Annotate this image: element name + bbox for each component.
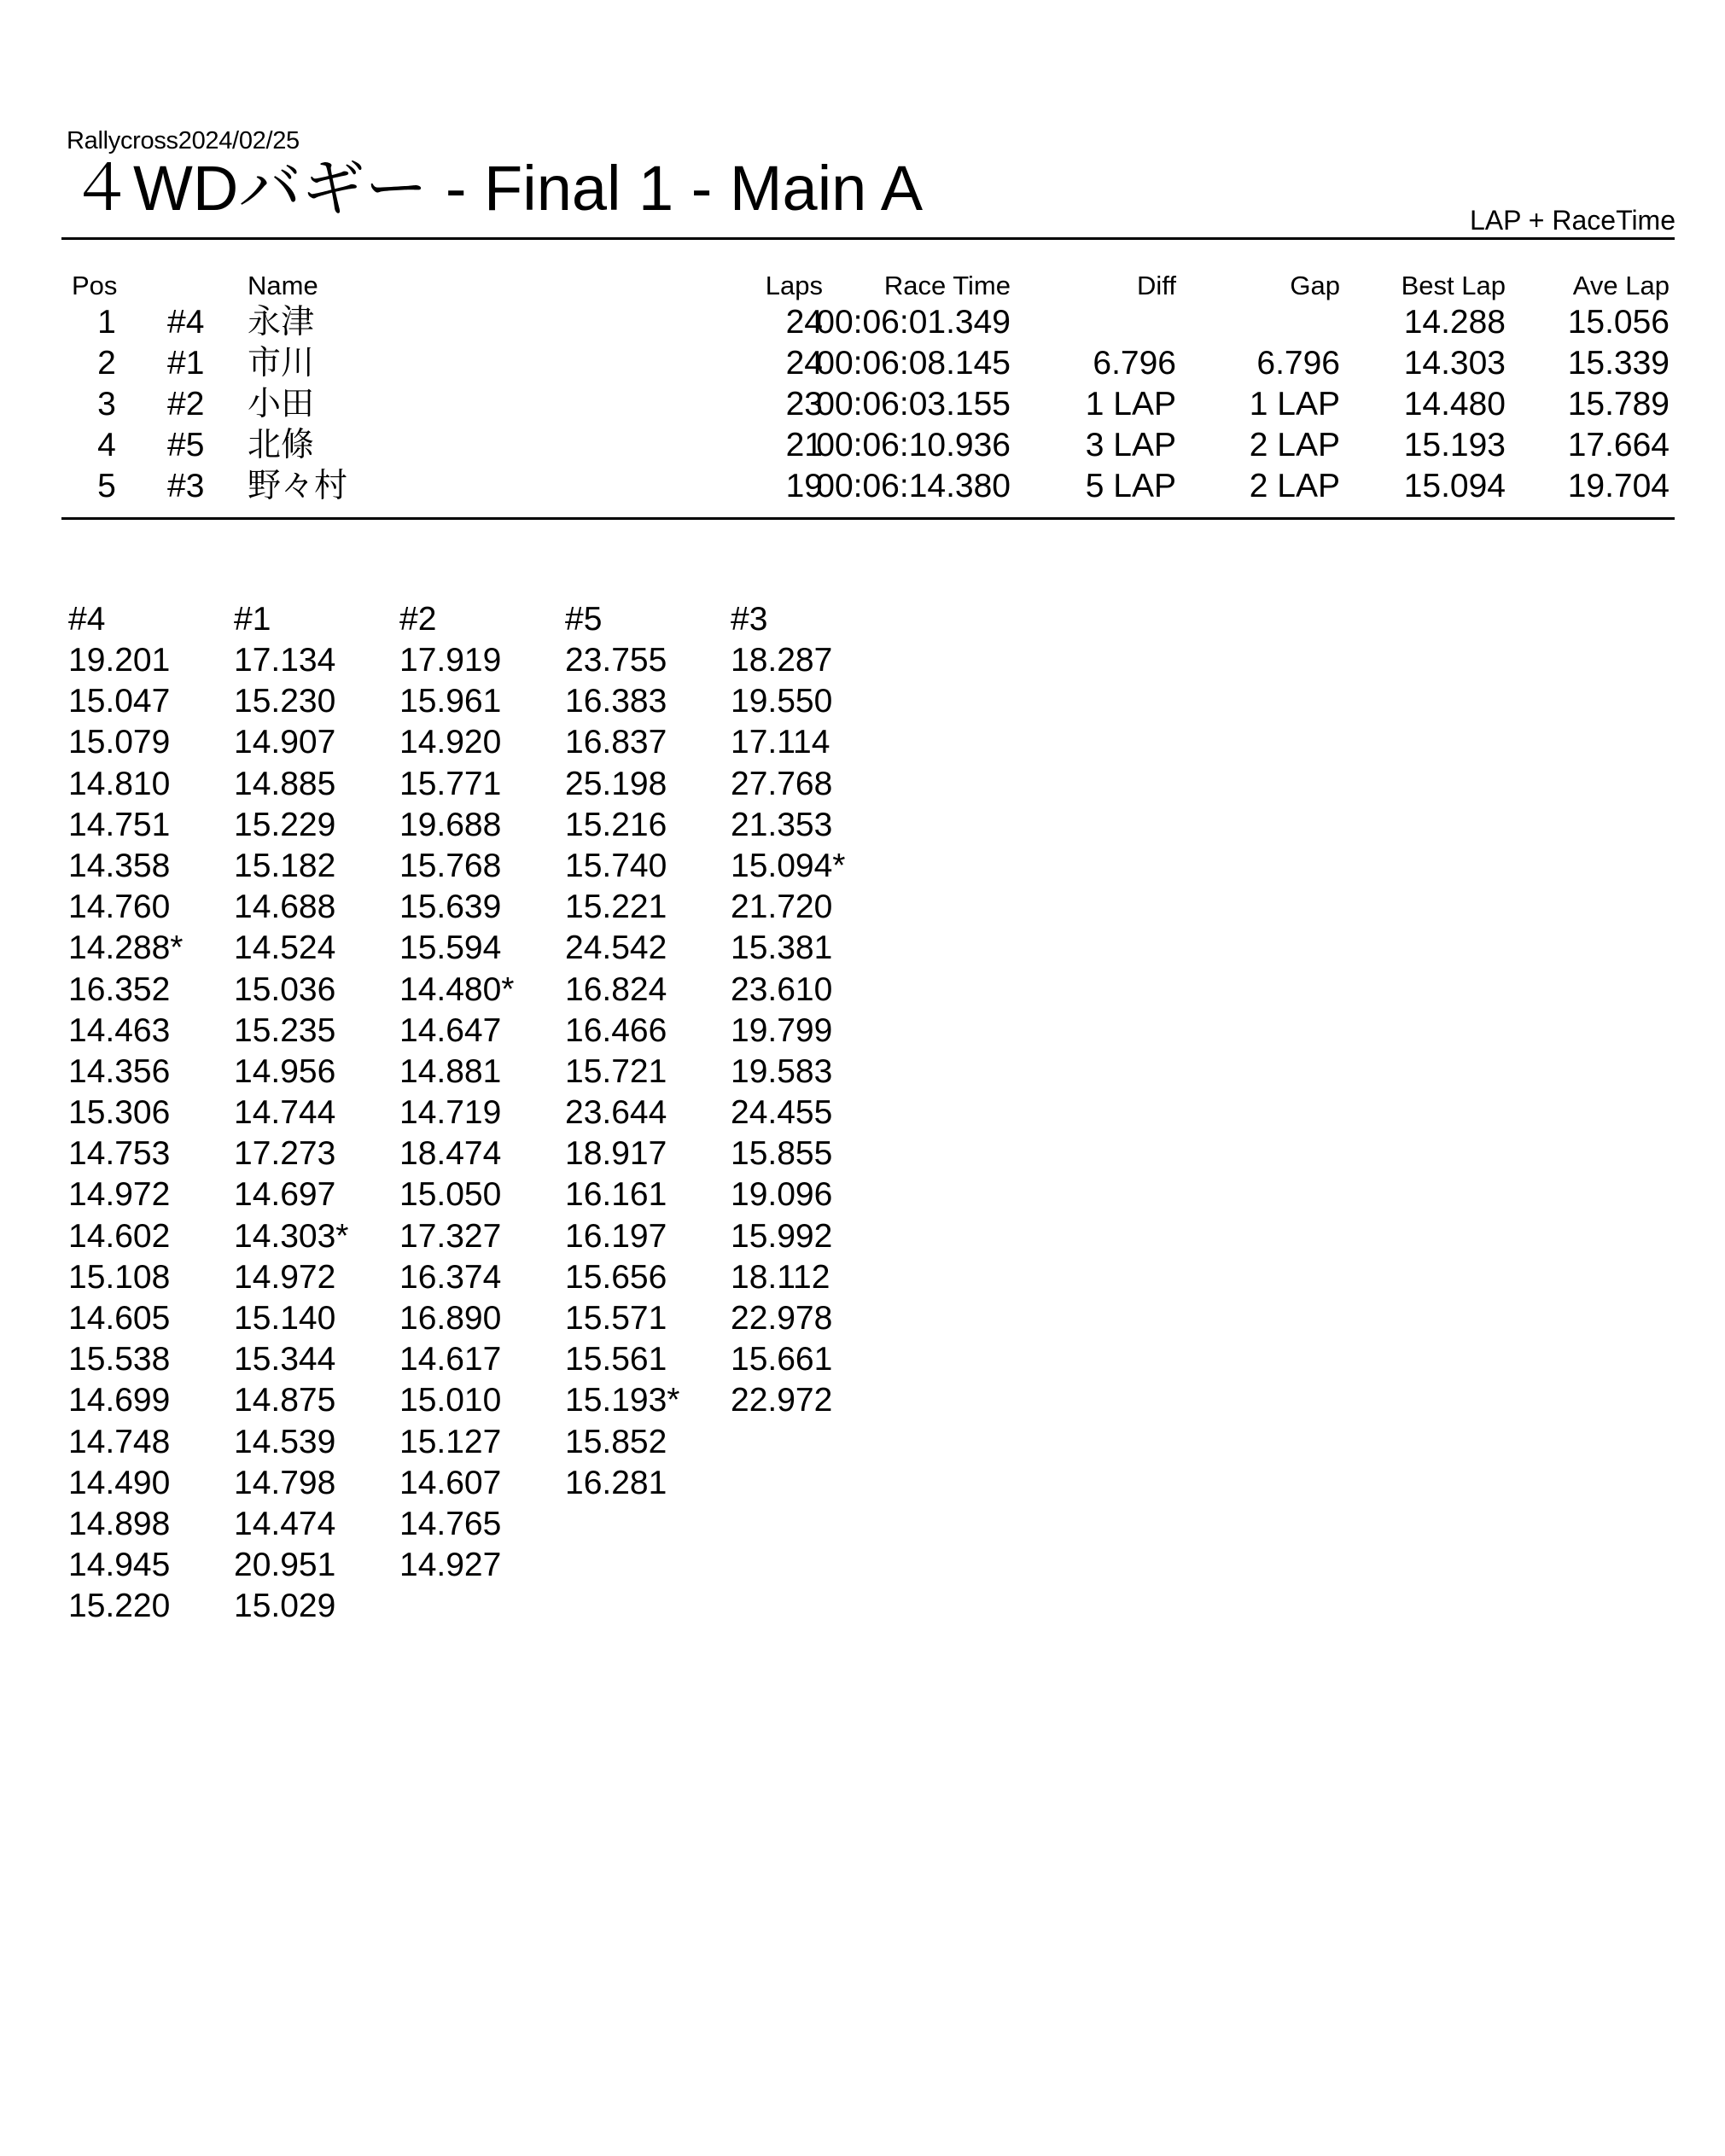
result-driver-name: 北條 [248, 427, 315, 463]
col-laps-header: Laps [765, 271, 823, 300]
lap-time-cell: 17.327 [399, 1217, 502, 1255]
lap-time-cell: 14.748 [68, 1423, 171, 1460]
col-best-lap-header: Best Lap [1401, 271, 1506, 300]
lap-time-cell: 15.381 [731, 929, 833, 967]
lap-time-cell: 15.127 [399, 1423, 502, 1460]
lap-time-cell: 14.303* [234, 1217, 349, 1255]
report-mode: LAP + RaceTime [1470, 205, 1675, 236]
lap-time-cell: 15.235 [234, 1011, 336, 1049]
lap-column [731, 599, 896, 1422]
lap-time-cell: 14.810 [68, 765, 171, 802]
result-ave-lap: 15.339 [1567, 345, 1670, 382]
lap-column [399, 599, 565, 1586]
result-pos: 5 [97, 468, 116, 504]
lap-time-cell: 15.140 [234, 1300, 336, 1337]
lap-time-cell: 27.768 [731, 765, 833, 802]
lap-time-cell: 14.898 [68, 1505, 171, 1542]
results-row [61, 384, 1675, 425]
lap-time-cell: 14.744 [234, 1094, 336, 1132]
result-laps: 21 [785, 427, 823, 463]
lap-time-cell: 22.972 [731, 1382, 833, 1419]
results-row [61, 343, 1675, 384]
lap-time-cell: 15.561 [565, 1341, 667, 1378]
lap-column-header: #4 [68, 601, 106, 638]
lap-time-cell: 15.182 [234, 847, 336, 884]
result-pos: 4 [97, 427, 116, 463]
lap-time-cell: 23.755 [565, 642, 667, 679]
result-gap: 6.796 [1256, 345, 1340, 382]
lap-time-cell: 14.688 [234, 889, 336, 926]
lap-time-cell: 19.550 [731, 683, 833, 720]
lap-time-cell: 24.455 [731, 1094, 833, 1132]
lap-time-cell: 17.919 [399, 642, 502, 679]
result-diff: 6.796 [1093, 345, 1176, 382]
lap-time-cell: 15.344 [234, 1341, 336, 1378]
lap-column [68, 599, 234, 1628]
lap-time-cell: 15.721 [565, 1052, 667, 1090]
col-diff-header: Diff [1137, 271, 1176, 300]
lap-time-cell: 14.605 [68, 1300, 171, 1337]
lap-time-cell: 14.699 [68, 1382, 171, 1419]
result-diff: 5 LAP [1085, 468, 1176, 504]
lap-time-cell: 14.956 [234, 1052, 336, 1090]
lap-time-cell: 17.273 [234, 1135, 336, 1173]
lap-time-cell: 15.050 [399, 1176, 502, 1214]
lap-time-cell: 15.029 [234, 1588, 336, 1625]
result-car-number: #1 [167, 345, 205, 382]
lap-time-cell: 18.474 [399, 1135, 502, 1173]
result-gap: 1 LAP [1249, 386, 1340, 422]
lap-time-cell: 14.617 [399, 1341, 502, 1378]
result-driver-name: 永津 [248, 304, 315, 341]
lap-time-cell: 19.096 [731, 1176, 833, 1214]
lap-time-cell: 17.134 [234, 642, 336, 679]
lap-time-cell: 15.852 [565, 1423, 667, 1460]
lap-time-cell: 14.753 [68, 1135, 171, 1173]
results-table [61, 270, 1675, 507]
result-best-lap: 15.094 [1403, 468, 1506, 504]
lap-time-cell: 15.594 [399, 929, 502, 967]
lap-time-cell: 21.353 [731, 806, 833, 843]
lap-time-cell: 14.798 [234, 1464, 336, 1501]
lap-time-cell: 19.799 [731, 1011, 833, 1049]
result-race-time: 00:06:08.145 [816, 345, 1011, 382]
lap-time-cell: 19.688 [399, 806, 502, 843]
result-gap: 2 LAP [1249, 468, 1340, 504]
result-diff: 1 LAP [1085, 386, 1176, 422]
col-name-header: Name [248, 271, 318, 300]
lap-time-cell: 14.885 [234, 765, 336, 802]
lap-time-cell: 15.740 [565, 847, 667, 884]
lap-time-cell: 14.875 [234, 1382, 336, 1419]
lap-time-cell: 15.193* [565, 1382, 680, 1419]
lap-time-cell: 16.466 [565, 1011, 667, 1049]
result-best-lap: 14.303 [1403, 345, 1506, 382]
result-ave-lap: 15.056 [1567, 304, 1670, 341]
lap-time-cell: 15.216 [565, 806, 667, 843]
lap-time-cell: 15.661 [731, 1341, 833, 1378]
result-ave-lap: 17.664 [1567, 427, 1670, 463]
lap-time-cell: 14.881 [399, 1052, 502, 1090]
lap-time-cell: 15.108 [68, 1258, 171, 1296]
result-pos: 1 [97, 304, 116, 341]
lap-column [234, 599, 399, 1628]
lap-time-cell: 15.538 [68, 1341, 171, 1378]
lap-time-cell: 15.094* [731, 847, 846, 884]
lap-time-cell: 14.972 [68, 1176, 171, 1214]
col-gap-header: Gap [1290, 271, 1340, 300]
lap-time-cell: 15.220 [68, 1588, 171, 1625]
lap-time-cell: 15.768 [399, 847, 502, 884]
result-car-number: #4 [167, 304, 205, 341]
lap-time-cell: 16.161 [565, 1176, 667, 1214]
lap-time-cell: 14.524 [234, 929, 336, 967]
results-header-row [61, 270, 1675, 302]
result-driver-name: 野々村 [248, 468, 348, 504]
lap-column-header: #2 [399, 601, 437, 638]
lap-time-cell: 14.751 [68, 806, 171, 843]
lap-time-cell: 15.010 [399, 1382, 502, 1419]
lap-column [565, 599, 731, 1504]
lap-time-cell: 15.079 [68, 724, 171, 761]
result-ave-lap: 15.789 [1567, 386, 1670, 422]
results-divider [61, 517, 1675, 520]
lap-time-cell: 15.639 [399, 889, 502, 926]
result-race-time: 00:06:14.380 [816, 468, 1011, 504]
lap-time-cell: 14.920 [399, 724, 502, 761]
lap-time-cell: 14.945 [68, 1547, 171, 1584]
lap-time-cell: 15.571 [565, 1300, 667, 1337]
lap-time-cell: 14.719 [399, 1094, 502, 1132]
lap-time-cell: 16.352 [68, 970, 171, 1008]
lap-time-cell: 18.112 [731, 1258, 830, 1296]
lap-time-cell: 21.720 [731, 889, 833, 926]
lap-time-cell: 14.356 [68, 1052, 171, 1090]
result-best-lap: 15.193 [1403, 427, 1506, 463]
lap-time-cell: 15.656 [565, 1258, 667, 1296]
lap-time-cell: 14.480* [399, 970, 515, 1008]
lap-time-cell: 23.644 [565, 1094, 667, 1132]
lap-time-cell: 14.647 [399, 1011, 502, 1049]
result-pos: 2 [97, 345, 116, 382]
lap-time-cell: 15.221 [565, 889, 667, 926]
lap-time-cell: 15.229 [234, 806, 336, 843]
results-row [61, 425, 1675, 466]
lap-time-cell: 14.474 [234, 1505, 336, 1542]
col-race-time-header: Race Time [883, 271, 1011, 300]
lap-time-cell: 18.287 [731, 642, 833, 679]
lap-time-cell: 15.306 [68, 1094, 171, 1132]
result-race-time: 00:06:10.936 [816, 427, 1011, 463]
result-car-number: #5 [167, 427, 205, 463]
lap-time-cell: 16.281 [565, 1464, 667, 1501]
lap-time-cell: 18.917 [565, 1135, 667, 1173]
result-best-lap: 14.288 [1403, 304, 1506, 341]
result-car-number: #3 [167, 468, 205, 504]
lap-time-cell: 16.374 [399, 1258, 502, 1296]
lap-time-cell: 14.490 [68, 1464, 171, 1501]
lap-time-cell: 22.978 [731, 1300, 833, 1337]
lap-time-cell: 16.383 [565, 683, 667, 720]
lap-time-cell: 14.760 [68, 889, 171, 926]
result-car-number: #2 [167, 386, 205, 422]
lap-time-cell: 14.765 [399, 1505, 502, 1542]
result-ave-lap: 19.704 [1567, 468, 1670, 504]
result-laps: 24 [785, 304, 823, 341]
result-laps: 19 [785, 468, 823, 504]
lap-time-cell: 15.036 [234, 970, 336, 1008]
result-race-time: 00:06:01.349 [816, 304, 1011, 341]
lap-time-cell: 19.583 [731, 1052, 833, 1090]
lap-time-cell: 16.890 [399, 1300, 502, 1337]
header-divider [61, 237, 1675, 240]
lap-time-cell: 15.855 [731, 1135, 833, 1173]
lap-time-cell: 17.114 [731, 724, 830, 761]
event-name: Rallycross2024/02/25 [67, 127, 300, 154]
result-diff: 3 LAP [1085, 427, 1176, 463]
page-title: ４WDバギー - Final 1 - Main A [70, 153, 924, 224]
result-laps: 23 [785, 386, 823, 422]
lap-time-cell: 14.288* [68, 929, 184, 967]
lap-time-cell: 15.047 [68, 683, 171, 720]
lap-time-cell: 14.539 [234, 1423, 336, 1460]
col-ave-lap-header: Ave Lap [1572, 271, 1670, 300]
lap-time-cell: 14.602 [68, 1217, 171, 1255]
lap-time-cell: 15.992 [731, 1217, 833, 1255]
lap-time-cell: 14.697 [234, 1176, 336, 1214]
lap-time-cell: 24.542 [565, 929, 667, 967]
lap-time-cell: 19.201 [68, 642, 171, 679]
result-laps: 24 [785, 345, 823, 382]
result-driver-name: 市川 [248, 345, 315, 382]
result-gap: 2 LAP [1249, 427, 1340, 463]
lap-time-cell: 20.951 [234, 1547, 336, 1584]
lap-time-cell: 25.198 [565, 765, 667, 802]
lap-time-cell: 15.230 [234, 683, 336, 720]
result-driver-name: 小田 [248, 386, 315, 422]
lap-column-header: #1 [234, 601, 271, 638]
lap-time-cell: 23.610 [731, 970, 833, 1008]
lap-time-cell: 14.927 [399, 1547, 502, 1584]
lap-column-header: #5 [565, 601, 603, 638]
lap-time-cell: 15.961 [399, 683, 502, 720]
results-row [61, 466, 1675, 507]
col-pos-header: Pos [72, 271, 118, 300]
lap-time-cell: 14.463 [68, 1011, 171, 1049]
lap-time-cell: 14.607 [399, 1464, 502, 1501]
result-pos: 3 [97, 386, 116, 422]
result-best-lap: 14.480 [1403, 386, 1506, 422]
results-row [61, 302, 1675, 343]
lap-time-cell: 14.972 [234, 1258, 336, 1296]
lap-time-cell: 16.197 [565, 1217, 667, 1255]
lap-column-header: #3 [731, 601, 768, 638]
lap-time-cell: 14.358 [68, 847, 171, 884]
lap-time-cell: 15.771 [399, 765, 502, 802]
result-race-time: 00:06:03.155 [816, 386, 1011, 422]
lap-time-cell: 14.907 [234, 724, 336, 761]
lap-time-cell: 16.837 [565, 724, 667, 761]
lap-time-cell: 16.824 [565, 970, 667, 1008]
